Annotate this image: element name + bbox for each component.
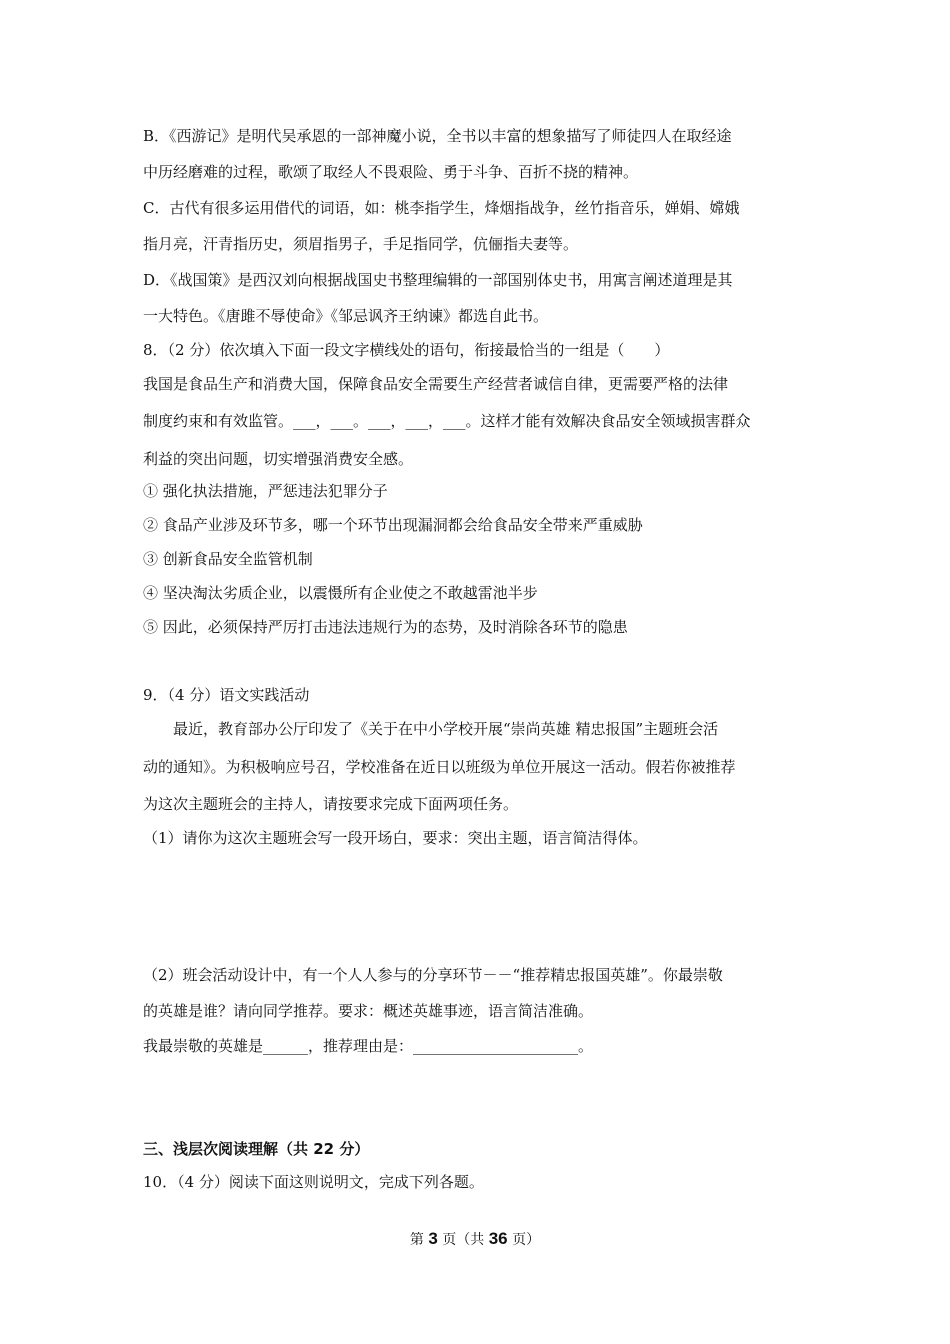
q7-option-d-line2: 一大特色。《唐雎不辱使命》《邹忌讽齐王纳谏》都选自此书。	[143, 307, 549, 325]
q7-option-c-line2: 指月亮，汗青指历史，须眉指男子，手足指同学，伉俪指夫妻等。	[143, 235, 579, 253]
footer-page-number: 3	[428, 1229, 438, 1248]
q9-task-2-line2: 的英雄是谁？请向同学推荐。要求：概述英雄事迹，语言简洁准确。	[143, 1002, 594, 1020]
footer-suffix: 页）	[507, 1232, 541, 1248]
q9-fill-blank: 我最崇敬的英雄是______，推荐理由是：______________________。	[143, 1037, 594, 1055]
q9-stem: 9．（4 分）语文实践活动	[143, 686, 310, 704]
q9-passage-line3: 为这次主题班会的主持人，请按要求完成下面两项任务。	[143, 795, 519, 813]
q8-sentence-5: ⑤ 因此，必须保持严厉打击违法违规行为的态势，及时消除各环节的隐患	[143, 618, 628, 636]
q9-task-1: （1）请你为这次主题班会写一段开场白，要求：突出主题，语言简洁得体。	[143, 829, 648, 847]
q7-option-c-line1: C．古代有很多运用借代的词语，如：桃李指学生，烽烟指战争，丝竹指音乐，婵娟、嫦娥	[143, 199, 740, 217]
q8-stem: 8．（2 分）依次填入下面一段文字横线处的语句，衔接最恰当的一组是（ ）	[143, 341, 670, 359]
q8-passage-line2: 制度约束和有效监管。___，___。___，___，___。这样才能有效解决食品安全领域损害群众	[143, 412, 751, 430]
q9-task-2-line1: （2）班会活动设计中，有一个人人参与的分享环节－－“推荐精忠报国英雄”。你最崇敬	[143, 966, 723, 984]
q9-passage-line1: 最近，教育部办公厅印发了《关于在中小学校开展“崇尚英雄 精忠报国”主题班会活	[143, 720, 719, 738]
footer-total-pages: 36	[488, 1229, 508, 1248]
footer-mid: 页（共	[437, 1232, 489, 1248]
footer-prefix: 第	[409, 1232, 429, 1248]
page-footer	[0, 1229, 950, 1250]
section-3-heading: 三、浅层次阅读理解（共 22 分）	[143, 1140, 370, 1158]
q8-sentence-2: ② 食品产业涉及环节多，哪一个环节出现漏洞都会给食品安全带来严重威胁	[143, 516, 643, 534]
q8-sentence-1: ① 强化执法措施，严惩违法犯罪分子	[143, 482, 388, 500]
q7-option-b-line2: 中历经磨难的过程，歌颂了取经人不畏艰险、勇于斗争、百折不挠的精神。	[143, 163, 639, 181]
q8-sentence-3: ③ 创新食品安全监管机制	[143, 550, 313, 568]
q7-option-d-line1: D．《战国策》是西汉刘向根据战国史书整理编辑的一部国别体史书，用寓言阐述道理是其	[143, 271, 733, 289]
q9-passage-line2: 动的通知》。为积极响应号召，学校准备在近日以班级为单位开展这一活动。假若你被推荐	[143, 758, 736, 776]
q8-passage-line1: 我国是食品生产和消费大国，保障食品安全需要生产经营者诚信自律，更需要严格的法律	[143, 375, 729, 393]
q10-stem: 10．（4 分）阅读下面这则说明文，完成下列各题。	[143, 1173, 484, 1191]
q8-passage-line3: 利益的突出问题，切实增强消费安全感。	[143, 450, 414, 468]
q8-sentence-4: ④ 坚决淘汰劣质企业，以震慑所有企业使之不敢越雷池半步	[143, 584, 538, 602]
q7-option-b-line1: B．《西游记》是明代吴承恩的一部神魔小说，全书以丰富的想象描写了师徒四人在取经途	[143, 127, 732, 145]
